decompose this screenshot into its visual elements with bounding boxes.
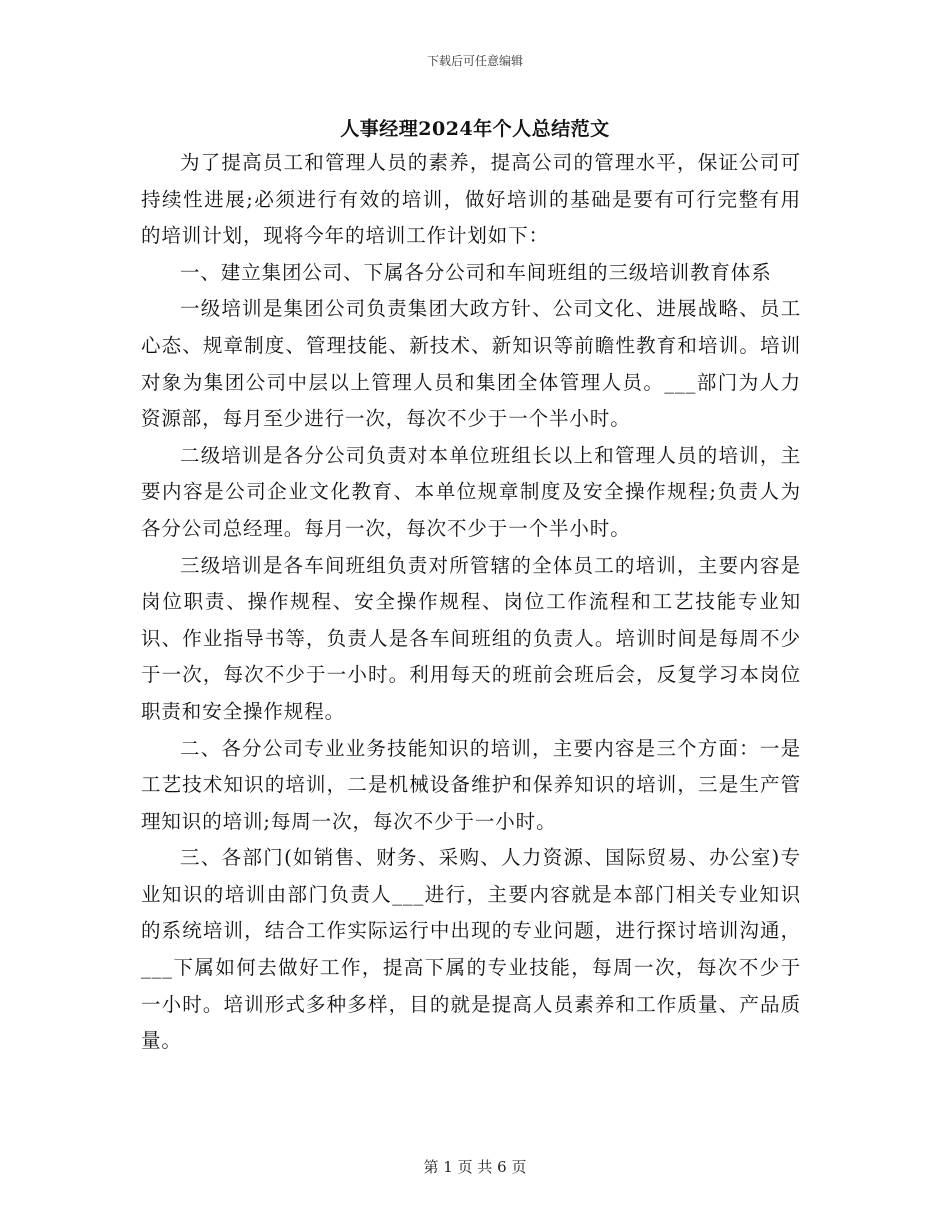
paragraph-section-2: 二、各分公司专业业务技能知识的培训，主要内容是三个方面：一是工艺技术知识的培训，二是机械设备维护和保养知识的培训，三是生产管理知识的培训;每周一次，每次不少于一小时。: [141, 736, 801, 833]
document-title: 人事经理2024年个人总结范文: [340, 118, 610, 140]
page-number: 第 1 页 共 6 页: [423, 1158, 527, 1176]
document-body: [141, 145, 801, 1060]
paragraph-section-3: 三、各部门(如销售、财务、采购、人力资源、国际贸易、办公室)专业知识的培训由部门负责人___进行，主要内容就是本部门相关专业知识的系统培训，结合工作实际运行中出现的专业问题，进行探讨培训沟通，___下属如何去做好工作，提高下属的专业技能，每周一次，每次不少于一小时。培训形式多种多样，目的就是提高人员素养和工作质量、产品质量。: [141, 846, 801, 1053]
paragraph-level-3-training: 三级培训是各车间班组负责对所管辖的全体员工的培训，主要内容是岗位职责、操作规程、安全操作规程、岗位工作流程和工艺技能专业知识、作业指导书等，负责人是各车间班组的负责人。培训时间是每周不少于一次，每次不少于一小时。利用每天的班前会班后会，反复学习本岗位职责和安全操作规程。: [141, 553, 801, 723]
paragraph-level-2-training: 二级培训是各分公司负责对本单位班组长以上和管理人员的培训，主要内容是公司企业文化教育、本单位规章制度及安全操作规程;负责人为各分公司总经理。每月一次，每次不少于一个半小时。: [141, 443, 801, 540]
paragraph-level-1-training: 一级培训是集团公司负责集团大政方针、公司文化、进展战略、员工心态、规章制度、管理技能、新技术、新知识等前瞻性教育和培训。培训对象为集团公司中层以上管理人员和集团全体管理人员。___部门为人力资源部，每月至少进行一次，每次不少于一个半小时。: [141, 297, 801, 431]
paragraph-intro: 为了提高员工和管理人员的素养，提高公司的管理水平，保证公司可持续性进展;必须进行有效的培训，做好培训的基础是要有可行完整有用的培训计划，现将今年的培训工作计划如下：: [141, 151, 801, 248]
page-header: 下载后可任意编辑: [426, 54, 523, 68]
paragraph-section-1-heading: 一、建立集团公司、下属各分公司和车间班组的三级培训教育体系: [180, 260, 772, 284]
